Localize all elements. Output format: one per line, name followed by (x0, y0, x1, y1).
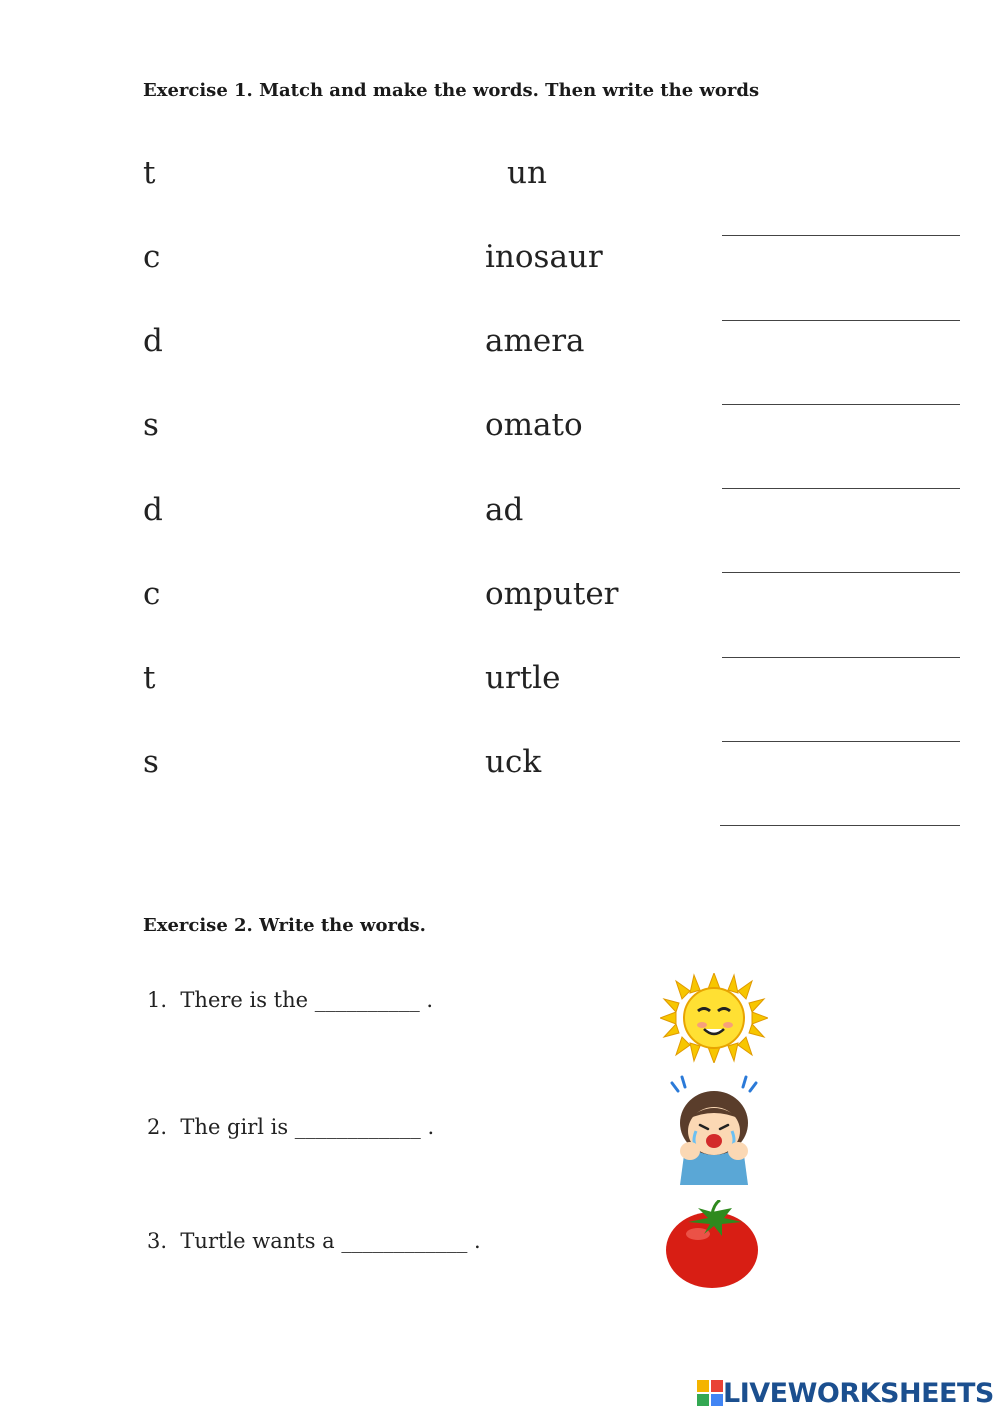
tomato-icon (664, 1200, 760, 1290)
sentence-number: 2. (147, 1115, 168, 1139)
answer-line[interactable] (722, 320, 960, 321)
first-letter[interactable]: s (143, 744, 159, 780)
sentence-1 (147, 988, 433, 1012)
word-ending[interactable]: uck (485, 744, 542, 780)
sentence-text[interactable]: There is the __________ . (180, 988, 434, 1012)
word-ending[interactable]: omputer (485, 576, 619, 612)
word-ending[interactable]: inosaur (485, 239, 603, 275)
crying-girl-icon (666, 1075, 762, 1185)
sentence-number: 1. (147, 988, 168, 1012)
sentence-3 (147, 1229, 481, 1253)
sentence-number: 3. (147, 1229, 168, 1253)
first-letter[interactable]: c (143, 239, 161, 275)
sentence-text[interactable]: The girl is ____________ . (180, 1115, 435, 1139)
answer-line[interactable] (722, 235, 960, 236)
answer-line[interactable] (722, 572, 960, 573)
liveworksheets-logo-icon (697, 1380, 723, 1406)
liveworksheets-logo (697, 1376, 994, 1410)
answer-line[interactable] (722, 404, 960, 405)
answer-line[interactable] (722, 657, 960, 658)
first-letter[interactable]: c (143, 576, 161, 612)
sentence-text[interactable]: Turtle wants a ____________ . (180, 1229, 481, 1253)
first-letter[interactable]: d (143, 492, 163, 528)
answer-line[interactable] (720, 825, 960, 826)
exercise-1-title: Exercise 1. Match and make the words. Then write the words (143, 80, 760, 101)
sentence-2 (147, 1115, 434, 1139)
word-ending[interactable]: ad (485, 492, 524, 528)
word-ending[interactable]: urtle (485, 660, 561, 696)
word-ending[interactable]: amera (485, 323, 585, 359)
first-letter[interactable]: d (143, 323, 163, 359)
logo-text: LIVEWORKSHEETS (723, 1377, 994, 1409)
first-letter[interactable]: t (143, 660, 156, 696)
exercise-2-title: Exercise 2. Write the words. (143, 915, 426, 936)
sun-icon (660, 973, 768, 1063)
first-letter[interactable]: s (143, 407, 159, 443)
answer-line[interactable] (722, 741, 960, 742)
word-ending[interactable]: omato (485, 407, 583, 443)
word-ending[interactable]: un (507, 155, 547, 191)
first-letter[interactable]: t (143, 155, 156, 191)
answer-line[interactable] (722, 488, 960, 489)
